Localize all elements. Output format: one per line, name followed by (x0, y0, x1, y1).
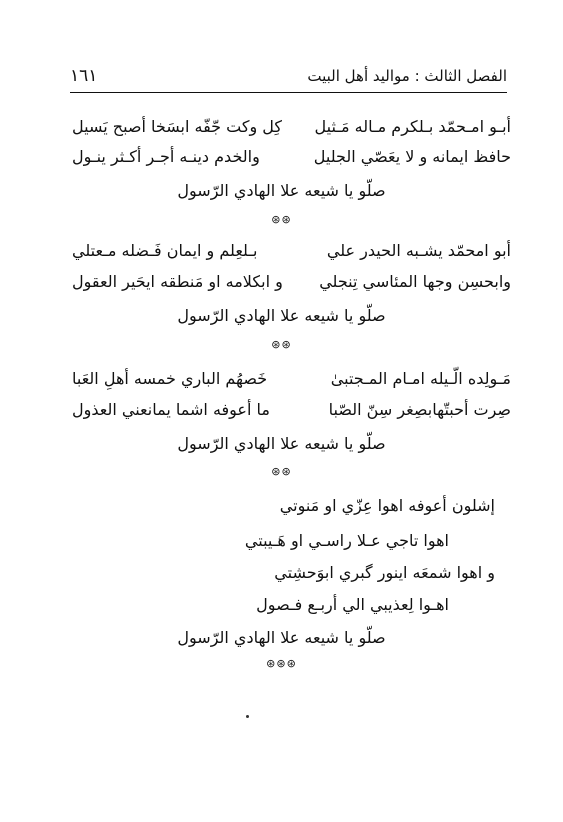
page-number: ١٦١ (70, 66, 98, 86)
verse-line: اهـوا لِعذيبي الي أربـع فـصول (256, 595, 449, 614)
refrain-line: صلّو يا شيعه علا الهادي الرّسول (177, 434, 386, 453)
verse-left-hemistich: خَصهُم الباري خمسه أهلِ العَبا (72, 369, 268, 388)
verse-right-hemistich: صِرت أحبتّهابصِغر سِنّ الصّبا (328, 400, 511, 419)
verse-right-hemistich: مَـولِده الّـيله امـام المـجتبىٰ (330, 369, 511, 388)
header-rule (70, 92, 507, 93)
ornament-divider: ⊛⊛⊛ (266, 657, 297, 670)
refrain-line: صلّو يا شيعه علا الهادي الرّسول (177, 181, 386, 200)
verse-left-hemistich: كِل وكت جّفّه ابسَخا أصبح يَسيل (72, 117, 283, 136)
ornament-divider: ⊛⊛ (271, 338, 292, 351)
page-header (70, 64, 507, 88)
verse-left-hemistich: ما أعوفه اشما يمانعني العذول (72, 400, 270, 419)
speck-mark (246, 715, 249, 718)
verse-right-hemistich: أبـو امـحمّد بـلكرم مـاله مَـثيل (314, 117, 511, 136)
verse-line: و اهوا شمعَه اينور گبري ابوَحشِتي (274, 563, 495, 582)
verse-right-hemistich: حافظ ايمانه و لا يعَصّي الجليل (313, 147, 511, 166)
verse-left-hemistich: و ابكلامه او مَنطقه ايحَير العقول (72, 272, 283, 291)
chapter-title: الفصل الثالث : مواليد أهل البيت (307, 67, 507, 85)
refrain-line: صلّو يا شيعه علا الهادي الرّسول (177, 628, 386, 647)
verse-right-hemistich: وابحسِن وجها المئاسي تِنجلي (319, 272, 511, 291)
verse-line (72, 146, 511, 168)
verse-right-hemistich: أبو امحمّد يشـبه الحيدر علي (326, 241, 511, 260)
verse-line (72, 368, 511, 390)
verse-line (72, 240, 511, 262)
verse-left-hemistich: بـلعِلم و ايمان فَـضله مـعتلي (72, 241, 258, 260)
ornament-divider: ⊛⊛ (271, 465, 292, 478)
refrain-line: صلّو يا شيعه علا الهادي الرّسول (177, 306, 386, 325)
verse-line (72, 271, 511, 293)
verse-line (72, 116, 511, 138)
verse-line: اهوا تاجي عـلا راسـي او هَـيبتي (244, 531, 449, 550)
verse-line (72, 399, 511, 421)
ornament-divider: ⊛⊛ (271, 213, 292, 226)
verse-left-hemistich: والخدم دينـه أجـر أكـثر ينـول (72, 147, 260, 166)
verse-line: إشلون أعوفه اهوا عِزّي او مَنوتي (279, 496, 495, 515)
